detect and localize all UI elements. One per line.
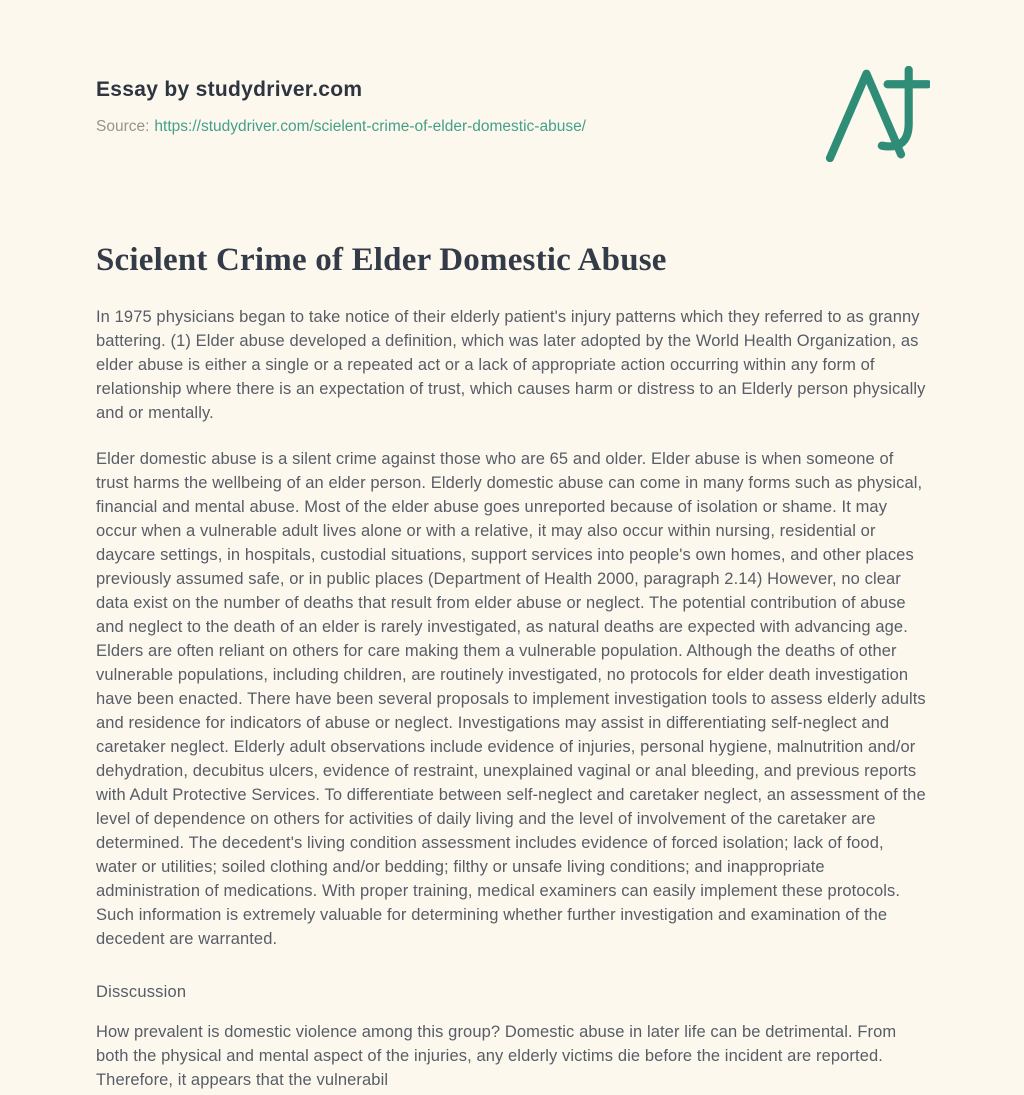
source-link[interactable]: https://studydriver.com/scielent-crime-of-elder-domestic-abuse/ bbox=[154, 118, 586, 135]
studydriver-logo bbox=[824, 66, 930, 162]
essay-paragraph-2: Elder domestic abuse is a silent crime against those who are 65 and older. Elder abuse is when someone of trust harms the wellbeing of an elder person. Elderly domestic abuse can come in many forms such as physical, financial and mental abuse. Most of the elder abuse goes unreported because of isolation or shame. It may occur when a vulnerable adult lives alone or with a relative, it may also occur within nursing, residential or daycare settings, in hospitals, custodial situations, support services into people's own homes, and other places previously assumed safe, or in public places (Department of Health 2000, paragraph 2.14) However, no clear data exist on the number of deaths that result from elder abuse or neglect. The potential contribution of abuse and neglect to the death of an elder is rarely investigated, as natural deaths are expected with advancing age. Elders are often reliant on others for care making them a vulnerable population. Although the deaths of other vulnerable populations, including children, are routinely investigated, no protocols for elder death investigation have been enacted. There have been several proposals to implement investigation tools to assess elderly adults and residence for indicators of abuse or neglect. Investigations may assist in differentiating self-neglect and caretaker neglect. Elderly adult observations include evidence of injuries, personal hygiene, malnutrition and/or dehydration, decubitus ulcers, evidence of restraint, unexplained vaginal or anal bleeding, and previous reports with Adult Protective Services. To differentiate between self-neglect and caretaker neglect, an assessment of the level of dependence on others for activities of daily living and the level of involvement of the caretaker are determined. The decedent's living condition assessment includes evidence of forced isolation; lack of food, water or utilities; soiled clothing and/or bedding; filthy or unsafe living conditions; and inappropriate administration of medications. With proper training, medical examiners can easily implement these protocols. Such information is extremely valuable for determining whether further investigation and examination of the decedent are warranted. bbox=[96, 450, 926, 948]
source-label: Source: bbox=[96, 118, 150, 135]
essay-title: Scielent Crime of Elder Domestic Abuse bbox=[96, 242, 667, 278]
essay-paragraph-1: In 1975 physicians began to take notice of their elderly patient's injury patterns which they referred to as granny battering. (1) Elder abuse developed a definition, which was later adopted by the World Health Organization, as elder abuse is either a single or a repeated act or a lack of appropriate action occurring within any form of relationship where there is an expectation of trust, which causes harm or distress to an Elderly person physically and or mentally. bbox=[96, 308, 926, 422]
section-heading-discussion: Disscussion bbox=[96, 983, 187, 1001]
source-line bbox=[96, 118, 928, 136]
essay-paragraph-3: How prevalent is domestic violence among this group? Domestic abuse in later life can be detrimental. From both the physical and mental aspect of the injuries, any elderly victims die before the incident are reported. Therefore, it appears that the vulnerabil bbox=[96, 1023, 897, 1089]
page-header bbox=[96, 78, 928, 136]
byline: Essay by studydriver.com bbox=[96, 78, 363, 101]
essay-body bbox=[96, 242, 928, 1092]
studydriver-monogram-icon bbox=[824, 66, 930, 162]
